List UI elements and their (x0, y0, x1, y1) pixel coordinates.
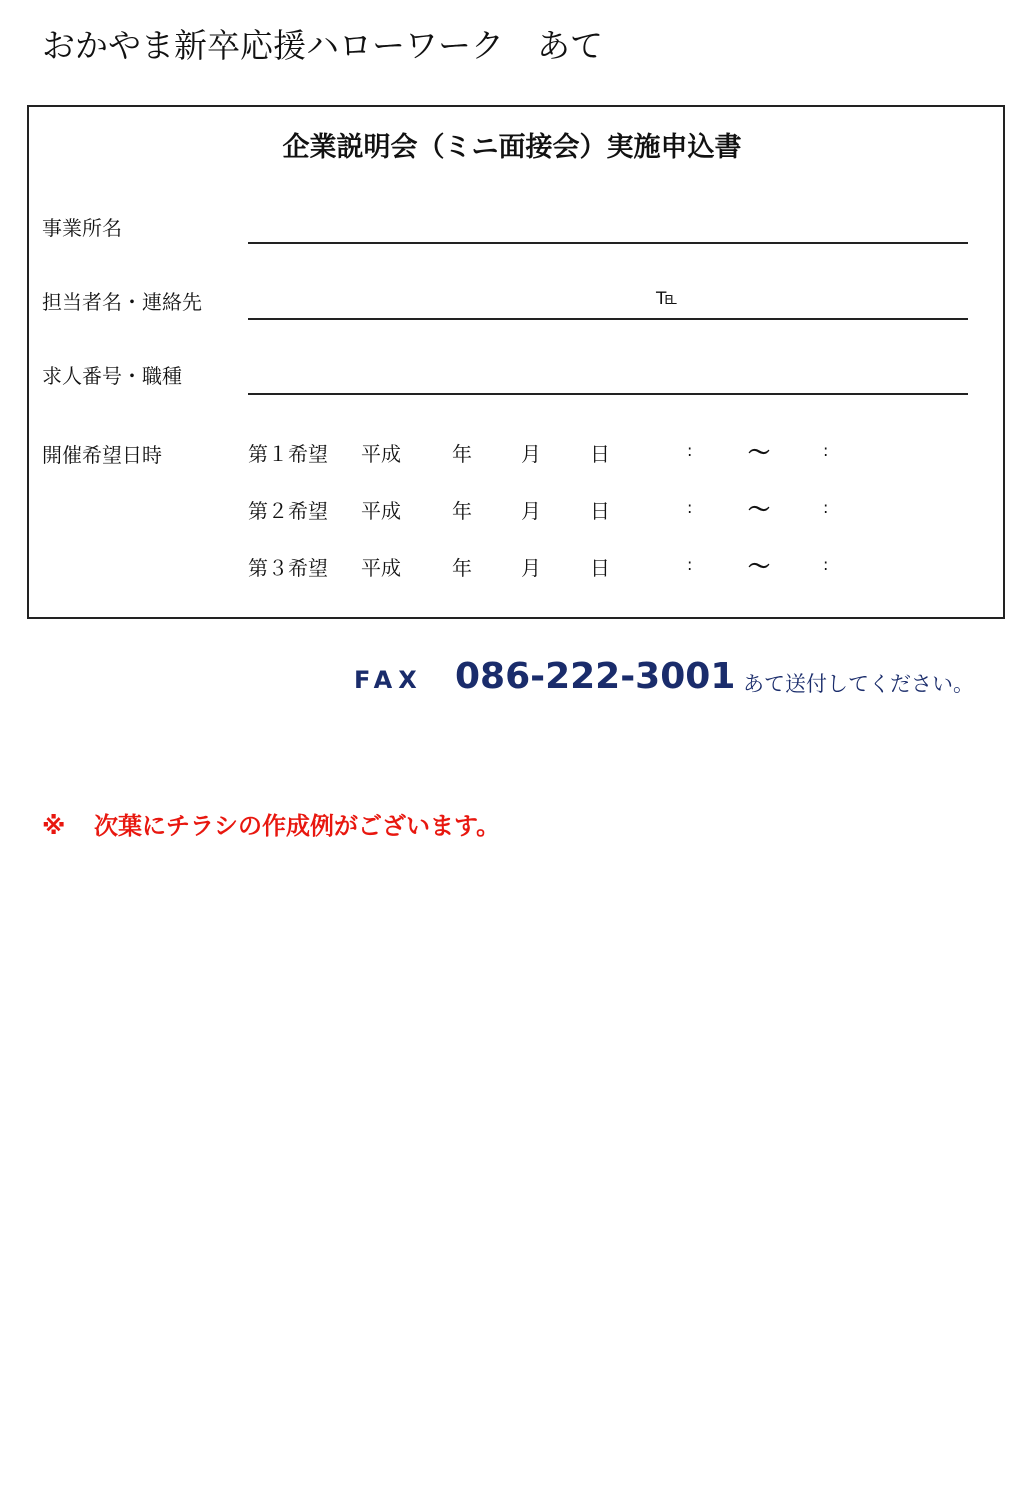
addressee-heading: おかやま新卒応援ハローワーク あて (42, 26, 603, 65)
job-number-field[interactable] (248, 393, 968, 395)
slot-end-time[interactable]: : (823, 555, 829, 574)
slot-range-tilde: ～ (748, 555, 771, 580)
fax-line (0, 656, 1024, 706)
contact-label: 担当者名・連絡先 (42, 290, 202, 314)
slot-year[interactable]: 年 (452, 442, 472, 466)
contact-field[interactable] (248, 318, 968, 320)
fax-instruction: あて送付してください。 (743, 672, 974, 696)
slot-range-tilde: ～ (748, 441, 771, 466)
tel-label: Tel (656, 289, 675, 309)
note-mark: ※ (42, 812, 66, 840)
schedule-label: 開催希望日時 (42, 443, 162, 467)
slot-preference: 第３希望 (248, 556, 328, 580)
next-page-note (42, 806, 500, 841)
slot-end-time[interactable]: : (823, 441, 829, 460)
slot-range-tilde: ～ (748, 498, 771, 523)
company-name-label: 事業所名 (42, 216, 122, 240)
job-number-label: 求人番号・職種 (42, 364, 182, 388)
fax-number: 086-222-3001 (455, 656, 736, 697)
slot-month[interactable]: 月 (521, 556, 541, 580)
slot-preference: 第２希望 (248, 499, 328, 523)
slot-start-time[interactable]: : (687, 498, 693, 517)
slot-start-time[interactable]: : (687, 555, 693, 574)
slot-era: 平成 (361, 556, 401, 580)
note-text: 次葉にチラシの作成例がございます。 (94, 812, 501, 840)
slot-day[interactable]: 日 (590, 499, 610, 523)
slot-month[interactable]: 月 (521, 442, 541, 466)
slot-day[interactable]: 日 (590, 556, 610, 580)
date-slot-row (0, 552, 1024, 580)
slot-day[interactable]: 日 (590, 442, 610, 466)
slot-year[interactable]: 年 (452, 556, 472, 580)
date-slot-row (0, 495, 1024, 523)
company-name-field[interactable] (248, 242, 968, 244)
form-title: 企業説明会（ミニ面接会）実施申込書 (282, 132, 742, 163)
slot-year[interactable]: 年 (452, 499, 472, 523)
slot-era: 平成 (361, 442, 401, 466)
date-slot-row (0, 438, 1024, 466)
slot-start-time[interactable]: : (687, 441, 693, 460)
slot-preference: 第１希望 (248, 442, 328, 466)
slot-era: 平成 (361, 499, 401, 523)
slot-end-time[interactable]: : (823, 498, 829, 517)
fax-label: FAX (354, 666, 423, 694)
slot-month[interactable]: 月 (521, 499, 541, 523)
